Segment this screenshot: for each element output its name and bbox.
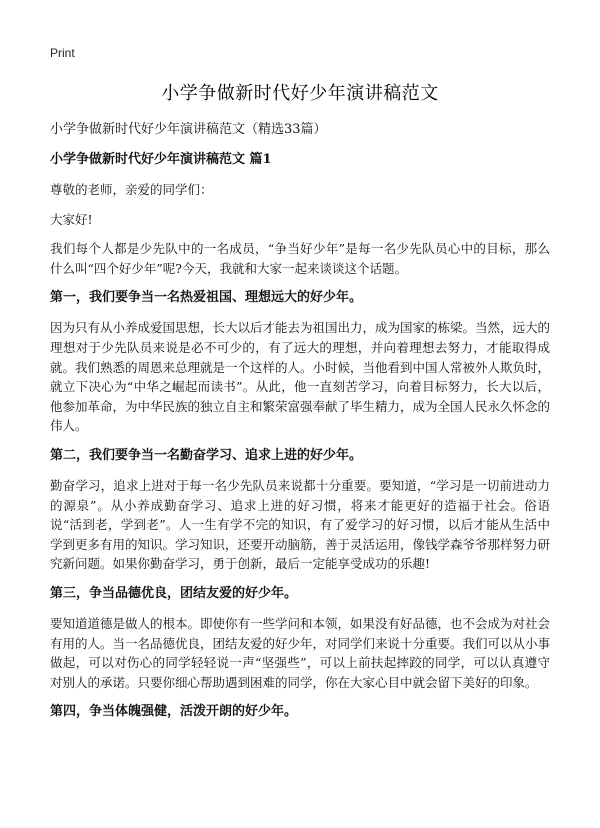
section-body-1: 因为只有从小养成爱国思想，长大以后才能去为祖国出力，成为国家的栋梁。当然，远大的理想对于少先队员来说是必不可少的，有了远大的理想，并向着理想去努力，才能取得成就。我们熟悉的周恩来总理就是一个这样的人。小时候，当他看到中国人常被外人欺负时，就立下决心为“中华之崛起而读书”。从此，他一直刻苦学习，向着目标努力，长大以后，他参加革命，为中华民族的独立自主和繁荣富强奉献了毕生精力，成为全国人民永久怀念的伟人。 (50, 320, 551, 434)
article-heading: 小学争做新时代好少年演讲稿范文 篇1 (50, 152, 272, 167)
section-body-3: 要知道道德是做人的根本。即使你有一些学问和本领，如果没有好品德，也不会成为对社会有用的人。当一名品德优良，团结友爱的好少年，对同学们来说十分重要。我们可以从小事做起，可以对伤心的同学轻轻说一声“坚强些”，可以上前扶起摔跤的同学，可以认真遵守对别人的承诺。只要你细心帮助遇到困难的同学，你在大家心目中就会留下美好的印象。 (50, 615, 551, 690)
print-label: Print (50, 46, 75, 60)
section-heading-4: 第四，争当体魄强健，活泼开朗的好少年。 (50, 704, 298, 720)
section-body-2: 勤奋学习，追求上进对于每一名少先队员来说都十分重要。要知道，“学习是一切前进动力的源泉”。从小养成勤奋学习、追求上进的好习惯，将来才能更好的造福于社会。俗语说“活到老，学到老”。人一生有学不完的知识，有了爱学习的好习惯，以后才能从生活中学到更多有用的知识。学习知识，还要开动脑筋，善于灵活运用，像钱学森爷爷那样努力研究新问题。如果你勤奋学习，勇于创新，最后一定能享受成功的乐趣! (50, 477, 551, 572)
section-heading-2: 第二，我们要争当一名勤奋学习、追求上进的好少年。 (50, 447, 363, 463)
article-content (50, 120, 550, 732)
hello-paragraph: 大家好! (50, 211, 93, 227)
section-heading-1: 第一，我们要争当一名热爱祖国、理想远大的好少年。 (50, 290, 363, 306)
page-title: 小学争做新时代好少年演讲稿范文 (161, 83, 439, 104)
section-heading-3: 第三，争当品德优良，团结友爱的好少年。 (50, 585, 298, 601)
greeting-paragraph: 尊敬的老师，亲爱的同学们： (50, 182, 213, 197)
intro-paragraph: 我们每个人都是少先队中的一名成员，“争当好少年”是每一名少先队员心中的目标，那么什么叫“四个好少年”呢?今天，我就和大家一起来谈谈这个话题。 (50, 241, 550, 276)
article-subtitle: 小学争做新时代好少年演讲稿范文（精选33篇） (50, 122, 327, 137)
